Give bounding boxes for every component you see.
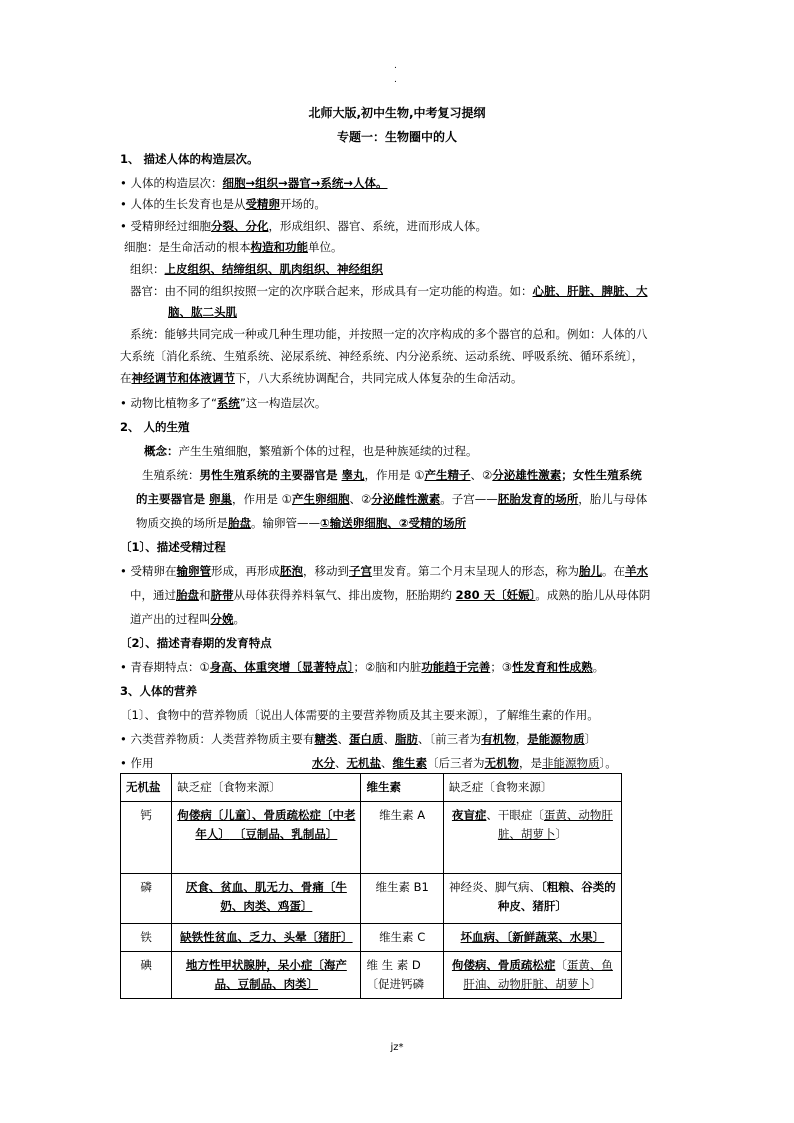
s1-line-8: 系统：能够共同完成一种或几种生理功能，并按照一定的次序构成的多个器官的总和。例如：人体的八	[130, 327, 648, 341]
s1-line-9: 大系统〔消化系统、生殖系统、泌尿系统、神经系统、内分泌系统、运动系统、呼吸系统、循环系统〕，	[120, 349, 644, 363]
table-row	[121, 874, 622, 924]
vitamin-a-deficiency: 夜盲症、干眼症〔蛋黄、动物肝脏、胡萝卜〕	[443, 802, 621, 874]
document-subtitle: 专题一：生物圈中的人	[336, 130, 457, 144]
header-mineral: 无机盐	[121, 774, 172, 802]
vitamin-d-deficiency: 佝偻病、骨质疏松症〔蛋黄、鱼肝油、动物肝脏、胡萝卜〕	[443, 952, 621, 999]
mineral-iron: 铁	[121, 924, 172, 952]
s1-line-5: 组织：上皮组织、结缔组织、肌肉组织、神经组织	[130, 262, 383, 276]
mineral-calcium: 钙	[121, 802, 172, 874]
section-3-heading: 3、人体的营养	[120, 684, 198, 698]
s2-line-3: 的主要器官是 卵巢，作用是 ①产生卵细胞、②分泌雌性激素。子宫——胚胎发育的场所，胎儿与母体	[136, 492, 648, 506]
vitamin-c-deficiency: 坏血病、〔新鲜蔬菜、水果〕	[443, 924, 621, 952]
s2-line-6: 中，通过胎盘和脐带从母体获得养料氧气、排出废物，胚胎期约 280 天〔妊娠〕。成熟的胎儿从母体阴	[130, 588, 651, 602]
s2-line-2: 生殖系统：男性生殖系统的主要器官是 睾丸，作用是 ①产生精子、②分泌雄性激素；女性生殖系统	[142, 468, 642, 482]
header-deficiency-1: 缺乏症〔食物来源〕	[172, 774, 361, 802]
s1-line-7: 脑、肱二头肌	[168, 305, 237, 319]
page-footer: jz*	[390, 1042, 404, 1053]
section-2-heading: 2、 人的生殖	[120, 420, 190, 434]
vitamin-a: 维生素 A	[361, 802, 443, 874]
s2-line-1: 概念：产生生殖细胞，繁殖新个体的过程，也是种族延续的过程。	[144, 444, 478, 458]
iron-deficiency: 缺铁性贫血、乏力、头晕〔猪肝〕	[172, 924, 361, 952]
s3-line-3-label: • 作用	[120, 756, 154, 770]
section-1-heading: 1、 描述人体的构造层次。	[120, 152, 259, 166]
table-row	[121, 802, 622, 874]
table-row	[121, 952, 622, 999]
vitamin-d: 维 生 素 D 〔促进钙磷	[361, 952, 443, 999]
nutrition-table	[120, 773, 622, 999]
calcium-deficiency: 佝偻病〔儿童〕、骨质疏松症〔中老年人〕 〔豆制品、乳制品〕	[172, 802, 361, 874]
table-header-row	[121, 774, 622, 802]
s3-line-1: 〔1〕、食物中的营养物质〔说出人体需要的主要营养物质及其主要来源〕，了解维生素的作用。	[120, 708, 599, 722]
s1-line-6: 器官：由不同的组织按照一定的次序联合起来，形成具有一定功能的构造。如：心脏、肝脏、脾脏、大	[130, 284, 648, 298]
phosphorus-deficiency: 厌食、贫血、肌无力、骨痛〔牛奶、肉类、鸡蛋〕	[172, 874, 361, 924]
s1-line-3: • 受精卵经过细胞分裂、分化，形成组织、器官、系统，进而形成人体。	[120, 219, 487, 233]
s2-subheading-1: 〔1〕、描述受精过程	[120, 540, 226, 554]
table-row	[121, 924, 622, 952]
iodine-deficiency: 地方性甲状腺肿，呆小症〔海产品、豆制品、肉类〕	[172, 952, 361, 999]
header-vitamin: 维生素	[361, 774, 443, 802]
vitamin-b1: 维生素 B1	[361, 874, 443, 924]
s1-line-1: • 人体的构造层次：细胞→组织→器官→系统→人体。	[120, 176, 388, 190]
s2-line-7: 道产出的过程叫分娩。	[130, 612, 245, 626]
s1-line-11: • 动物比植物多了“系统”这一构造层次。	[120, 396, 327, 410]
s2-line-8: • 青春期特点：①身高、体重突增〔显著特点〕；②脑和内脏功能趋于完善；③性发育和性成熟。	[120, 660, 605, 674]
mineral-iodine: 碘	[121, 952, 172, 999]
s2-subheading-2: 〔2〕、描述青春期的发育特点	[120, 636, 272, 650]
top-dot-2: .	[394, 75, 397, 85]
s2-line-5: • 受精卵在输卵管形成，再形成胚泡，移动到子宫里发育。第二个月末呈现人的形态，称为胎儿。在羊水	[120, 564, 648, 578]
s3-line-3: 水分、无机盐、维生素〔后三者为无机物，是非能源物质〕。	[312, 756, 617, 770]
s3-line-2: • 六类营养物质：人类营养物质主要有糖类、蛋白质、脂肪、〔前三者为有机物，是能源物质〕	[120, 732, 597, 746]
s1-line-4: 细胞：是生命活动的根本构造和功能单位。	[124, 240, 343, 254]
s2-line-4: 物质交换的场所是胎盘。输卵管——①输送卵细胞、②受精的场所	[136, 516, 466, 530]
header-deficiency-2: 缺乏症〔食物来源〕	[443, 774, 621, 802]
s1-line-2: • 人体的生长发育也是从受精卵开场的。	[120, 197, 326, 211]
vitamin-b1-deficiency: 神经炎、脚气病、〔粗粮、谷类的种皮、猪肝〕	[443, 874, 621, 924]
document-title: 北师大版,初中生物,中考复习提纲	[308, 106, 486, 120]
mineral-phosphorus: 磷	[121, 874, 172, 924]
top-dot-1: .	[394, 61, 397, 71]
s1-line-10: 在神经调节和体液调节下，八大系统协调配合，共同完成人体复杂的生命活动。	[120, 371, 523, 385]
vitamin-c: 维生素 C	[361, 924, 443, 952]
